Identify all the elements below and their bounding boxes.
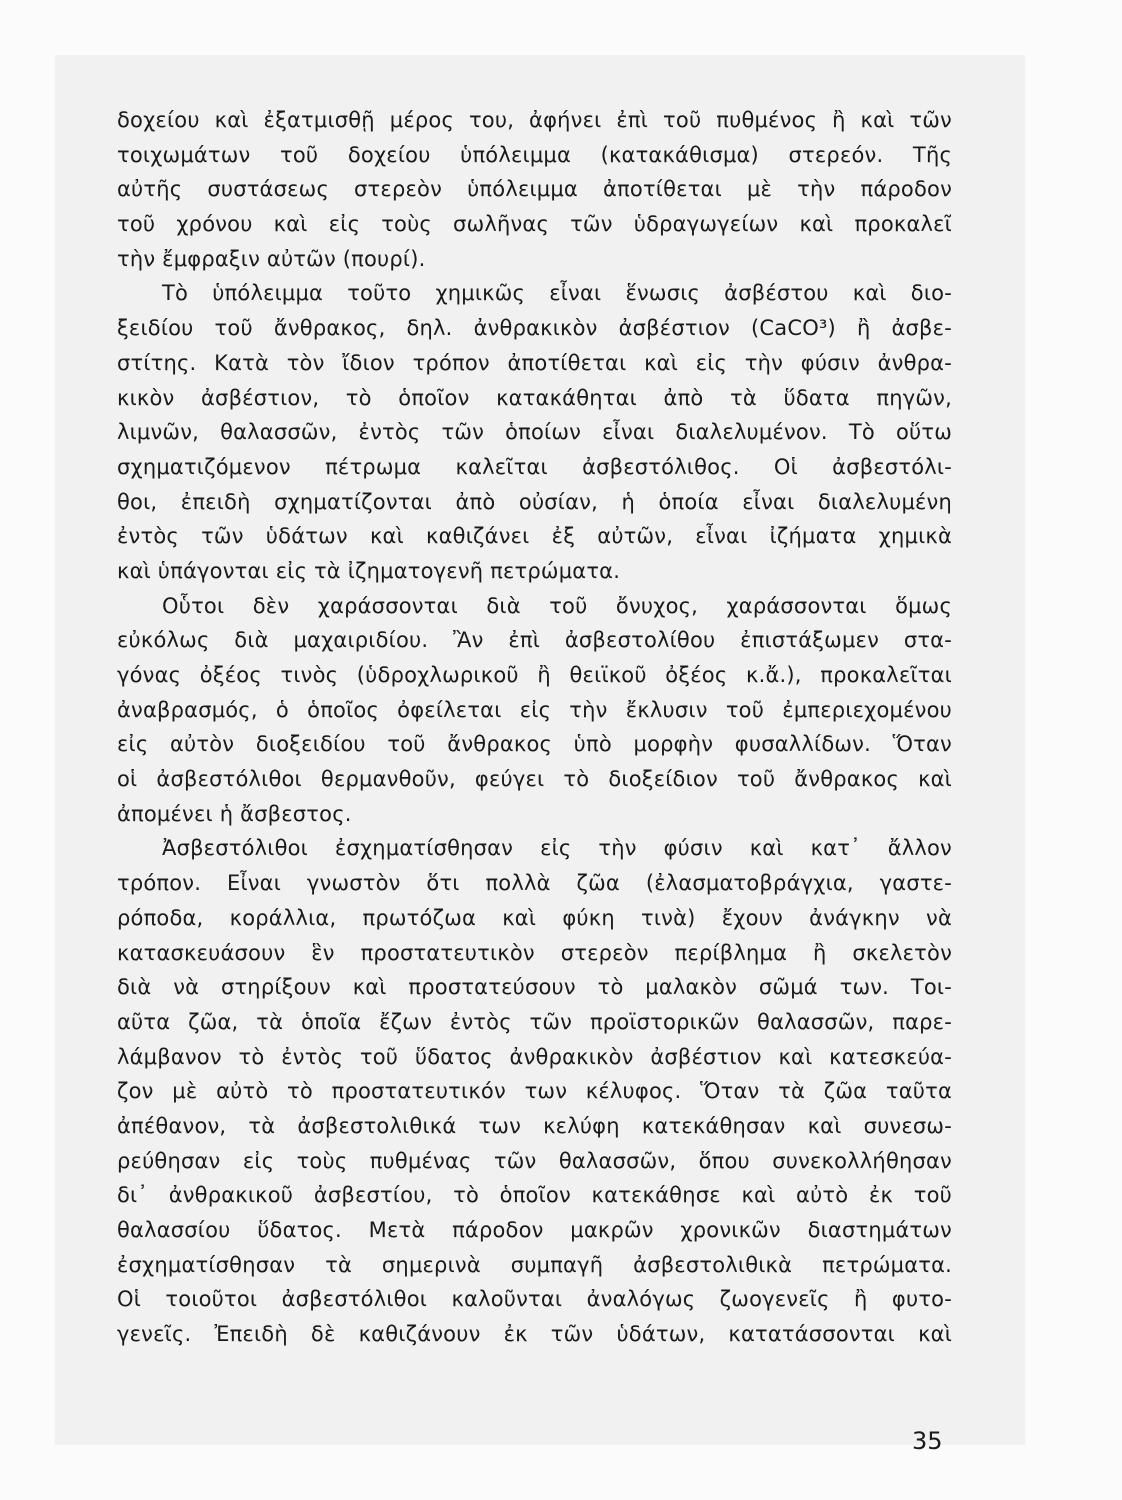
page-number: 35 (912, 1427, 943, 1455)
text-line: ἀπομένει ἡ ἄσβεστος. (117, 801, 352, 826)
text-line: γενεῖς. Ἐπειδὴ δὲ καθιζάνουν ἐκ τῶν ὑδάτων, κατατάσσονται καὶ (117, 1322, 952, 1347)
text-line: γόνας ὀξέος τινὸς (ὑδροχλωρικοῦ ἢ θειϊκοῦ ὀξέος κ.ἄ.), προκαλεῖται (117, 663, 952, 687)
text-line: εἰς αὐτὸν διοξειδίου τοῦ ἄνθρακος ὑπὸ μορφὴν φυσαλλίδων. Ὅταν (117, 732, 952, 757)
body-text (117, 103, 952, 1352)
text-line: λιμνῶν, θαλασσῶν, ἐντὸς τῶν ὁποίων εἶναι διαλελυμένον. Τὸ οὕτω (117, 420, 952, 445)
text-line: ἐντὸς τῶν ὑδάτων καὶ καθιζάνει ἐξ αὐτῶν, εἶναι ἰζήματα χημικὰ (117, 524, 952, 549)
text-line: λάμβανον τὸ ἐντὸς τοῦ ὕδατος ἀνθρακικὸν ἀσβέστιον καὶ κατεσκεύα- (117, 1044, 952, 1069)
text-line: σχηματιζόμενον πέτρωμα καλεῖται ἀσβεστόλιθος. Οἱ ἀσβεστόλι- (117, 454, 952, 479)
text-line: ξειδίου τοῦ ἄνθρακος, δηλ. ἀνθρακικὸν ἀσβέστιον (CaCO³) ἢ ἀσβε- (117, 316, 952, 341)
text-line: ἀναβρασμός, ὁ ὁποῖος ὀφείλεται εἰς τὴν ἔκλυσιν τοῦ ἐμπεριεχομένου (117, 697, 952, 722)
text-line: δοχείου καὶ ἐξατμισθῇ μέρος του, ἀφήνει ἐπὶ τοῦ πυθμένος ἢ καὶ τῶν (117, 108, 952, 132)
text-line: θαλασσίου ὕδατος. Μετὰ πάροδον μακρῶν χρονικῶν διαστημάτων (117, 1218, 952, 1242)
text-line: αῦτα ζῶα, τὰ ὁποῖα ἔζων ἐντὸς τῶν προϊστορικῶν θαλασσῶν, παρε- (117, 1009, 952, 1034)
text-line: τοῦ χρόνου καὶ εἰς τοὺς σωλῆνας τῶν ὑδραγωγείων καὶ προκαλεῖ (117, 212, 952, 237)
text-line: ζον μὲ αὐτὸ τὸ προστατευτικόν των κέλυφος. Ὅταν τὰ ζῶα ταῦτα (117, 1079, 952, 1104)
text-line: ἀπέθανον, τὰ ἀσβεστολιθικά των κελύφη κατεκάθησαν καὶ συνεσω- (117, 1113, 952, 1138)
text-line: κικὸν ἀσβέστιον, τὸ ὁποῖον κατακάθηται ἀπὸ τὰ ὕδατα πηγῶν, (117, 385, 952, 410)
text-line: στίτης. Κατὰ τὸν ἴδιον τρόπον ἀποτίθεται καὶ εἰς τὴν φύσιν ἀνθρα- (117, 350, 952, 375)
text-line: Οὗτοι δὲν χαράσσονται διὰ τοῦ ὄνυχος, χαράσσονται ὅμως (162, 593, 952, 618)
text-line: αὐτῆς συστάσεως στερεὸν ὑπόλειμμα ἀποτίθεται μὲ τὴν πάροδον (117, 177, 952, 202)
text-line: τοιχωμάτων τοῦ δοχείου ὑπόλειμμα (κατακάθισμα) στερεόν. Τῆς (117, 142, 952, 167)
text-line: δι᾿ ἀνθρακικοῦ ἀσβεστίου, τὸ ὁποῖον κατεκάθησε καὶ αὐτὸ ἐκ τοῦ (117, 1183, 952, 1208)
text-line: Οἱ τοιοῦτοι ἀσβεστόλιθοι καλοῦνται ἀναλόγως ζωογενεῖς ἢ φυτο- (117, 1287, 952, 1312)
text-line: οἱ ἀσβεστόλιθοι θερμανθοῦν, φεύγει τὸ διοξείδιον τοῦ ἄνθρακος καὶ (117, 767, 952, 792)
text-line: διὰ νὰ στηρίξουν καὶ προστατεύσουν τὸ μαλακὸν σῶμά των. Τοι- (117, 975, 952, 1000)
text-line: ρόποδα, κοράλλια, πρωτόζωα καὶ φύκη τινὰ) ἔχουν ἀνάγκην νὰ (117, 905, 952, 930)
text-line: τρόπον. Εἶναι γνωστὸν ὅτι πολλὰ ζῶα (ἐλασματοβράγχια, γαστε- (117, 871, 952, 896)
text-line: ἐσχηματίσθησαν τὰ σημερινὰ συμπαγῆ ἀσβεστολιθικὰ πετρώματα. (117, 1252, 952, 1277)
text-line: Ἀσβεστόλιθοι ἐσχηματίσθησαν εἰς τὴν φύσιν καὶ κατ᾿ ἄλλον (162, 836, 952, 861)
text-line: εὐκόλως διὰ μαχαιριδίου. Ἂν ἐπὶ ἀσβεστολίθου ἐπιστάξωμεν στα- (117, 628, 952, 653)
text-line: καὶ ὑπάγονται εἰς τὰ ἰζηματογενῆ πετρώματα. (117, 558, 621, 583)
text-line: Τὸ ὑπόλειμμα τοῦτο χημικῶς εἶναι ἕνωσις ἀσβέστου καὶ διο- (162, 281, 952, 306)
text-line: ρεύθησαν εἰς τοὺς πυθμένας τῶν θαλασσῶν, ὅπου συνεκολλήθησαν (117, 1148, 952, 1173)
text-line: κατασκευάσουν ἓν προστατευτικὸν στερεὸν περίβλημα ἢ σκελετὸν (117, 940, 952, 965)
text-line: τὴν ἔμφραξιν αὐτῶν (πουρί). (117, 246, 426, 271)
text-line: θοι, ἐπειδὴ σχηματίζονται ἀπὸ οὐσίαν, ἡ ὁποία εἶναι διαλελυμένη (117, 489, 952, 514)
